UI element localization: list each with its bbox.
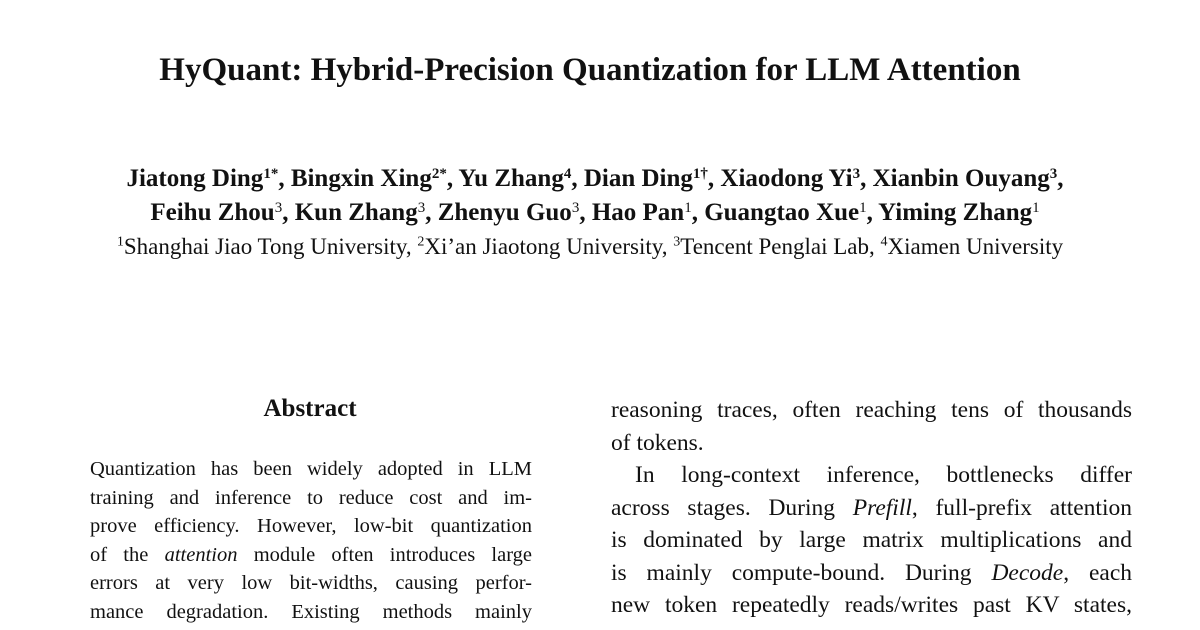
body-line: [611, 492, 1132, 525]
abstract-text: module often introduces large: [237, 543, 533, 566]
affiliation-separator: ,: [869, 234, 881, 259]
author-separator: ,: [571, 165, 584, 192]
body-text: is dominated by large matrix multiplications and: [611, 527, 1132, 553]
body-text: across stages. During: [611, 494, 853, 521]
abstract-line: [90, 598, 532, 627]
author-line-2: [0, 196, 1190, 230]
abstract-line: [90, 541, 532, 570]
affiliation-separator: ,: [405, 234, 418, 259]
author-affiliation-mark: 3: [274, 199, 283, 216]
author-name: Xiaodong Yi: [720, 165, 853, 192]
body-text: , each: [1063, 559, 1133, 586]
intro-column-text: [611, 394, 1132, 622]
author-name: Hao Pan: [591, 199, 685, 226]
author: [720, 165, 872, 192]
body-line: [611, 427, 1132, 460]
author: [126, 165, 290, 192]
author-separator: ,: [282, 199, 295, 226]
author-affiliation-mark: 3: [417, 199, 426, 216]
affiliation-mark: 1: [116, 234, 124, 250]
author-separator: ,: [1057, 165, 1064, 192]
author-separator: ,: [707, 165, 721, 192]
author: [438, 199, 592, 226]
body-emphasis: Prefill: [852, 494, 912, 521]
author-affiliation-mark: 3: [1049, 165, 1058, 182]
body-text: In long-context inference, bottlenecks differ: [635, 462, 1132, 488]
author: [291, 165, 459, 192]
affiliation-name: Shanghai Jiao Tong University: [123, 234, 406, 259]
body-line: [611, 589, 1132, 622]
body-text: of tokens.: [611, 429, 704, 456]
affiliation-name: Xi’an Jiaotong University: [424, 234, 662, 259]
author: [878, 199, 1039, 226]
affiliation-list: [0, 232, 1180, 262]
abstract-text: prove efficiency. However, low-bit quantization: [90, 515, 532, 537]
abstract-text: mance degradation. Existing methods mainly: [90, 600, 532, 623]
affiliation-name: Xiamen University: [887, 234, 1064, 259]
author: [704, 199, 878, 226]
author-separator: ,: [446, 165, 459, 192]
abstract-line: [90, 484, 532, 513]
affiliation-separator: ,: [661, 234, 674, 259]
author-affiliation-mark: 1: [859, 199, 867, 216]
body-text: new token repeatedly reads/writes past KV states,: [611, 592, 1132, 618]
body-line: [611, 524, 1132, 557]
author-affiliation-mark: 1*: [263, 165, 279, 182]
abstract-line: [90, 512, 532, 541]
author-affiliation-mark: 3: [571, 199, 580, 216]
author-separator: ,: [866, 199, 879, 226]
body-line: [611, 459, 1132, 492]
body-line: [611, 557, 1132, 590]
abstract-line: [90, 569, 532, 598]
author-name: Zhenyu Guo: [437, 199, 572, 226]
author: [873, 165, 1064, 192]
author-name: Yu Zhang: [458, 165, 564, 192]
author: [458, 165, 583, 192]
author-name: Bingxin Xing: [290, 165, 432, 192]
author-affiliation-mark: 4: [563, 165, 572, 182]
author-separator: ,: [860, 165, 873, 192]
author-separator: ,: [278, 165, 291, 192]
abstract-line: [90, 455, 532, 484]
author-name: Xianbin Ouyang: [872, 165, 1050, 192]
abstract-text: of the: [90, 543, 165, 566]
author: [584, 165, 721, 192]
author: [295, 199, 438, 226]
author-name: Guangtao Xue: [704, 199, 860, 226]
abstract-heading: Abstract: [263, 395, 357, 422]
author-affiliation-mark: 1: [684, 199, 692, 216]
author-name: Kun Zhang: [294, 199, 418, 226]
body-emphasis: Decode: [991, 559, 1064, 586]
affiliation-mark: 2: [417, 234, 425, 250]
affiliation-name: Tencent Penglai Lab: [680, 234, 869, 259]
author-affiliation-mark: 2*: [431, 165, 447, 182]
body-line: [611, 394, 1132, 427]
affiliation-mark: 3: [673, 234, 681, 250]
author-name: Dian Ding: [583, 165, 693, 192]
abstract-emphasis: attention: [164, 543, 238, 566]
body-text: reasoning traces, often reaching tens of thousands: [611, 397, 1132, 423]
body-text: , full-prefix attention: [911, 494, 1132, 521]
author-list: [0, 162, 1190, 230]
abstract-text: errors at very low bit-widths, causing perfor-: [90, 572, 532, 594]
abstract-text: Quantization has been widely adopted in LLM: [90, 458, 532, 480]
author-name: Yiming Zhang: [878, 199, 1033, 226]
author-affiliation-mark: 1†: [692, 165, 708, 182]
author-line-1: [0, 162, 1190, 196]
abstract-text: training and inference to reduce cost and im-: [90, 486, 532, 509]
abstract-body: [90, 455, 532, 626]
author-name: Jiatong Ding: [126, 165, 264, 192]
author-name: Feihu Zhou: [150, 199, 275, 226]
affiliation-mark: 4: [880, 234, 888, 250]
paper-title: HyQuant: Hybrid-Precision Quantization for LLM Attention: [159, 52, 1021, 88]
author-separator: ,: [691, 199, 705, 226]
author-affiliation-mark: 1: [1032, 199, 1040, 216]
author: [150, 199, 294, 226]
body-text: is mainly compute-bound. During: [611, 559, 992, 586]
author-affiliation-mark: 3: [852, 165, 861, 182]
author-separator: ,: [425, 199, 438, 226]
author-separator: ,: [579, 199, 592, 226]
author: [592, 199, 704, 226]
